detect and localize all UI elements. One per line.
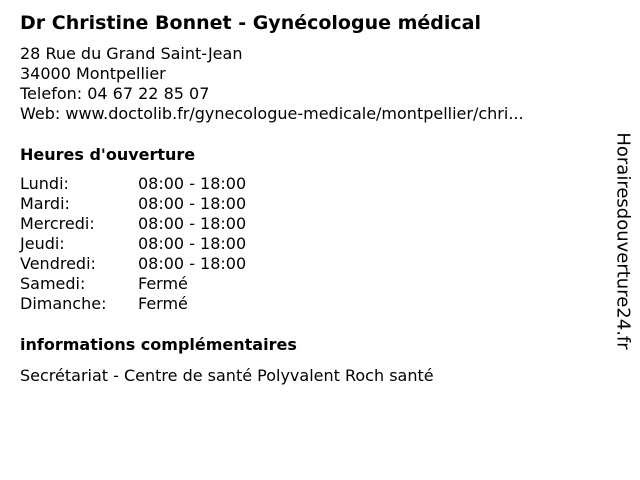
opening-hours-heading: Heures d'ouverture [20, 145, 196, 164]
hours-value: 08:00 - 18:00 [138, 174, 247, 193]
hours-row-saturday [20, 274, 246, 294]
site-watermark [612, 133, 634, 349]
hours-value: 08:00 - 18:00 [138, 214, 247, 233]
additional-info-text: Secrétariat - Centre de santé Polyvalent Roch santé [20, 366, 434, 385]
hours-row-monday [20, 174, 246, 194]
day-label: Mardi: [20, 194, 70, 213]
hours-row-sunday [20, 294, 246, 314]
hours-row-thursday [20, 234, 246, 254]
hours-row-wednesday [20, 214, 246, 234]
hours-row-friday [20, 254, 246, 274]
hours-row-tuesday [20, 194, 246, 214]
day-label: Dimanche: [20, 294, 107, 313]
page-title: Dr Christine Bonnet - Gynécologue médical [20, 12, 482, 34]
hours-value: 08:00 - 18:00 [138, 234, 247, 253]
day-label: Mercredi: [20, 214, 95, 233]
street-address: 28 Rue du Grand Saint-Jean [20, 44, 243, 63]
watermark-text: Horairesdouverture24.fr [613, 132, 635, 350]
day-label: Lundi: [20, 174, 69, 193]
hours-value: 08:00 - 18:00 [138, 254, 247, 273]
hours-value: 08:00 - 18:00 [138, 194, 247, 213]
hours-value: Fermé [138, 294, 188, 313]
city-address: 34000 Montpellier [20, 64, 166, 83]
phone-number[interactable]: Telefon: 04 67 22 85 07 [20, 84, 210, 103]
day-label: Jeudi: [20, 234, 65, 253]
day-label: Vendredi: [20, 254, 96, 273]
day-label: Samedi: [20, 274, 86, 293]
hours-value: Fermé [138, 274, 188, 293]
additional-info-heading: informations complémentaires [20, 335, 297, 354]
opening-hours-table [20, 174, 246, 314]
website-link[interactable]: Web: www.doctolib.fr/gynecologue-medicale/montpellier/chri... [20, 104, 524, 123]
